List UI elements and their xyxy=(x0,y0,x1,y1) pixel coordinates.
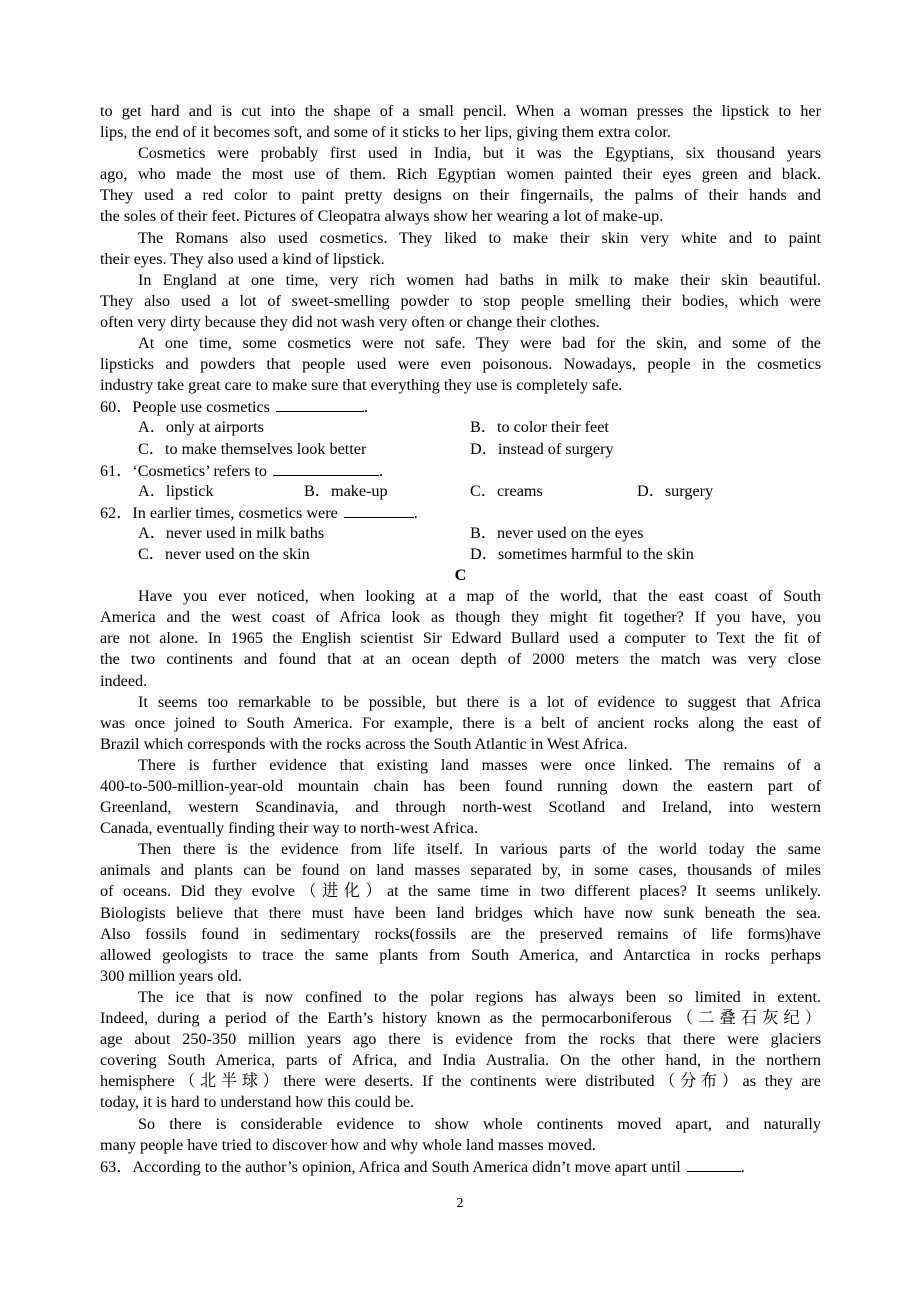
text-line: lipsticks and powders that people used were even poisonous. Nowadays, people in the cosmetics xyxy=(100,355,821,374)
page-number: 2 xyxy=(456,1196,464,1211)
option-a: A．only at airports xyxy=(138,418,264,437)
text-line: are not alone. In 1965 the English scientist Sir Edward Bullard used a computer to Text the fit of xyxy=(100,629,821,648)
paragraph-start: There is further evidence that existing land masses were once linked. The remains of a xyxy=(138,755,821,774)
question-62 xyxy=(100,502,821,523)
text-line: the two continents and found that at an ocean depth of 2000 meters the match was very close xyxy=(100,650,821,669)
paragraph-start: In England at one time, very rich women had baths in milk to make their skin beautiful. xyxy=(138,270,821,289)
text-line: Greenland, western Scandinavia, and through north-west Scotland and Ireland, into western xyxy=(100,798,821,817)
options-row xyxy=(100,417,821,438)
text-line: the soles of their feet. Pictures of Cleopatra always show her wearing a lot of make-up. xyxy=(100,207,664,226)
text-line: many people have tried to discover how and why whole land masses moved. xyxy=(100,1135,596,1154)
text-line: today, it is hard to understand how this could be. xyxy=(100,1093,415,1112)
paragraph-start: Cosmetics were probably first used in India, but it was the Egyptians, six thousand years xyxy=(138,144,821,163)
paragraph-start: Then there is the evidence from life itself. In various parts of the world today the same xyxy=(138,840,821,859)
question-63 xyxy=(100,1156,821,1177)
paragraph-start: Have you ever noticed, when looking at a map of the world, that the east coast of South xyxy=(138,587,821,606)
text-line: indeed. xyxy=(100,671,148,690)
text-line: age about 250-350 million years ago there is evidence from the rocks that there were glaciers xyxy=(100,1030,821,1049)
text-line: They used a red color to paint pretty designs on their fingernails, the palms of their hands and xyxy=(100,186,821,205)
option-c: C．never used on the skin xyxy=(138,544,310,563)
option-b: B．to color their feet xyxy=(470,418,609,437)
document-body xyxy=(100,101,821,1177)
options-row xyxy=(100,481,821,502)
section-heading: C xyxy=(454,566,467,585)
option-d: D．sometimes harmful to the skin xyxy=(470,544,694,563)
options-row xyxy=(100,523,821,544)
period: . xyxy=(378,461,383,480)
answer-blank xyxy=(276,396,364,412)
text-line: Biologists believe that there must have been land bridges which have now sunk beneath the sea. xyxy=(100,903,821,922)
option-d: D．instead of surgery xyxy=(470,439,614,458)
text-line: ago, who made the most use of them. Rich Egyptian women painted their eyes green and black. xyxy=(100,165,821,184)
period: . xyxy=(740,1157,745,1176)
text-line: to get hard and is cut into the shape of a small pencil. When a woman presses the lipstick to her xyxy=(100,102,821,120)
text-line: They also used a lot of sweet-smelling powder to stop people smelling their bodies, which were xyxy=(100,291,821,310)
text-line: hemisphere（北半球）there were deserts. If the continents were distributed（分布）as they are xyxy=(100,1072,821,1091)
question-61 xyxy=(100,460,821,481)
text-line: allowed geologists to trace the same plants from South America, and Antarctica in rocks perhaps xyxy=(100,945,821,964)
option-c: C．to make themselves look better xyxy=(138,439,367,458)
answer-blank xyxy=(344,502,414,518)
text-line: covering South America, parts of Africa, and India Australia. On the other hand, in the northern xyxy=(100,1051,821,1070)
question-60 xyxy=(100,396,821,417)
question-63-stem: 63．According to the author’s opinion, Africa and South America didn’t move apart until xyxy=(100,1157,681,1176)
option-a: A．lipstick xyxy=(138,481,214,500)
text-line: often very dirty because they did not wash very often or change their clothes. xyxy=(100,312,600,331)
answer-blank xyxy=(273,460,379,476)
text-line: industry take great care to make sure that everything they use is completely safe. xyxy=(100,376,623,395)
paragraph-start: At one time, some cosmetics were not safe. They were bad for the skin, and some of the xyxy=(138,334,821,353)
text-line: Canada, eventually finding their way to north-west Africa. xyxy=(100,819,479,838)
period: . xyxy=(363,398,368,417)
period: . xyxy=(413,503,418,522)
paragraph-start: So there is considerable evidence to show whole continents moved apart, and naturally xyxy=(138,1114,821,1133)
options-row xyxy=(100,544,821,565)
option-c: C．creams xyxy=(470,481,543,500)
answer-blank xyxy=(687,1156,741,1172)
text-line: Indeed, during a period of the Earth’s history known as the permocarboniferous（二叠石灰纪） xyxy=(100,1009,821,1028)
option-b: B．make-up xyxy=(304,481,388,500)
text-line: 300 million years old. xyxy=(100,966,243,985)
text-line: animals and plants can be found on land masses separated by, in some cases, thousands of miles xyxy=(100,861,821,880)
paragraph-start: The ice that is now confined to the polar regions has always been so limited in extent. xyxy=(138,987,821,1006)
option-d: D．surgery xyxy=(637,481,714,500)
text-line: Also fossils found in sedimentary rocks(fossils are the preserved remains of life forms)have xyxy=(100,924,821,943)
paragraph-start: The Romans also used cosmetics. They liked to make their skin very white and to paint xyxy=(138,228,821,247)
options-row xyxy=(100,439,821,460)
text-line: Brazil which corresponds with the rocks across the South Atlantic in West Africa. xyxy=(100,734,628,753)
paragraph-start: It seems too remarkable to be possible, but there is a lot of evidence to suggest that Africa xyxy=(138,692,821,711)
text-line: their eyes. They also used a kind of lipstick. xyxy=(100,249,385,268)
text-line: America and the west coast of Africa look as though they might fit together? If you have, you xyxy=(100,608,821,627)
text-line: was once joined to South America. For example, there is a belt of ancient rocks along the east of xyxy=(100,713,821,732)
option-a: A．never used in milk baths xyxy=(138,523,325,542)
option-b: B．never used on the eyes xyxy=(470,523,644,542)
text-line: lips, the end of it becomes soft, and some of it sticks to her lips, giving them extra color. xyxy=(100,123,671,142)
question-62-stem: 62．In earlier times, cosmetics were xyxy=(100,503,338,522)
text-line: 400-to-500-million-year-old mountain chain has been found running down the eastern part of xyxy=(100,777,821,795)
text-line: of oceans. Did they evolve（进化）at the same time in two different places? It seems unlikely. xyxy=(100,882,821,901)
question-60-stem: 60．People use cosmetics xyxy=(100,398,270,417)
question-61-stem: 61．‘Cosmetics’ refers to xyxy=(100,461,267,480)
